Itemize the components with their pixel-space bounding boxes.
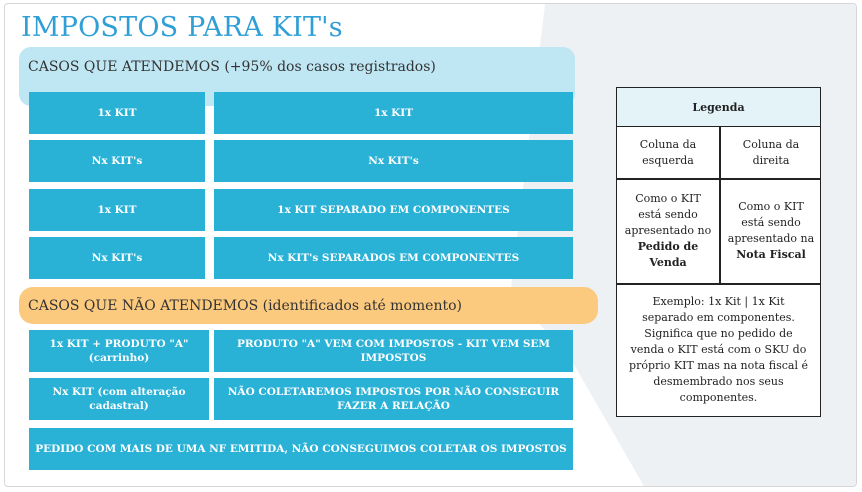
page-title: IMPOSTOS PARA KIT's (21, 12, 343, 43)
legend-right-column-label: Coluna da direita (742, 137, 800, 167)
legend-left-column-label: Coluna da esquerda (639, 137, 697, 167)
legend-left-desc-bold: Pedido de Venda (637, 239, 699, 269)
legend-right-desc-bold: Nota Fiscal (736, 247, 806, 261)
legend-title: Legenda (617, 88, 820, 127)
attended-row-1-right: 1x KIT (214, 92, 573, 134)
legend-example: Exemplo: 1x Kit | 1x Kit separado em componentes. Significa que no pedido de venda o KIT está com o SKU do próprio KIT mas na nota fiscal é desmembrado nos seus componentes. (629, 295, 808, 404)
not-attended-row-2-left: Nx KIT (com alteração cadastral) (29, 378, 209, 420)
attended-row-2-left: Nx KIT's (29, 140, 205, 182)
legend-table (616, 87, 821, 417)
attended-row-4-right: Nx KIT's SEPARADOS EM COMPONENTES (214, 237, 573, 279)
not-attended-row-1-left: 1x KIT + PRODUTO "A" (carrinho) (29, 330, 209, 372)
not-attended-row-2-right: NÃO COLETAREMOS IMPOSTOS POR NÃO CONSEGUIR FAZER A RELAÇÃO (214, 378, 573, 420)
attended-row-2-right: Nx KIT's (214, 140, 573, 182)
slide (4, 3, 857, 487)
attended-heading: CASOS QUE ATENDEMOS (+95% dos casos registrados) (19, 47, 575, 106)
legend-left-description (617, 179, 719, 283)
not-attended-full-row: PEDIDO COM MAIS DE UMA NF EMITIDA, NÃO CONSEGUIMOS COLETAR OS IMPOSTOS (29, 428, 573, 470)
attended-row-1-left: 1x KIT (29, 92, 205, 134)
not-attended-row-1-right: PRODUTO "A" VEM COM IMPOSTOS - KIT VEM SEM IMPOSTOS (214, 330, 573, 372)
attended-row-3-left: 1x KIT (29, 189, 205, 231)
legend-right-description (720, 179, 822, 283)
legend-left-desc-text: Como o KIT está sendo apresentado no (624, 192, 712, 238)
legend-right-desc-text: Como o KIT está sendo apresentado na (727, 200, 815, 245)
attended-row-3-right: 1x KIT SEPARADO EM COMPONENTES (214, 189, 573, 231)
not-attended-heading: CASOS QUE NÃO ATENDEMOS (identificados até momento) (19, 287, 598, 324)
attended-row-4-left: Nx KIT's (29, 237, 205, 279)
